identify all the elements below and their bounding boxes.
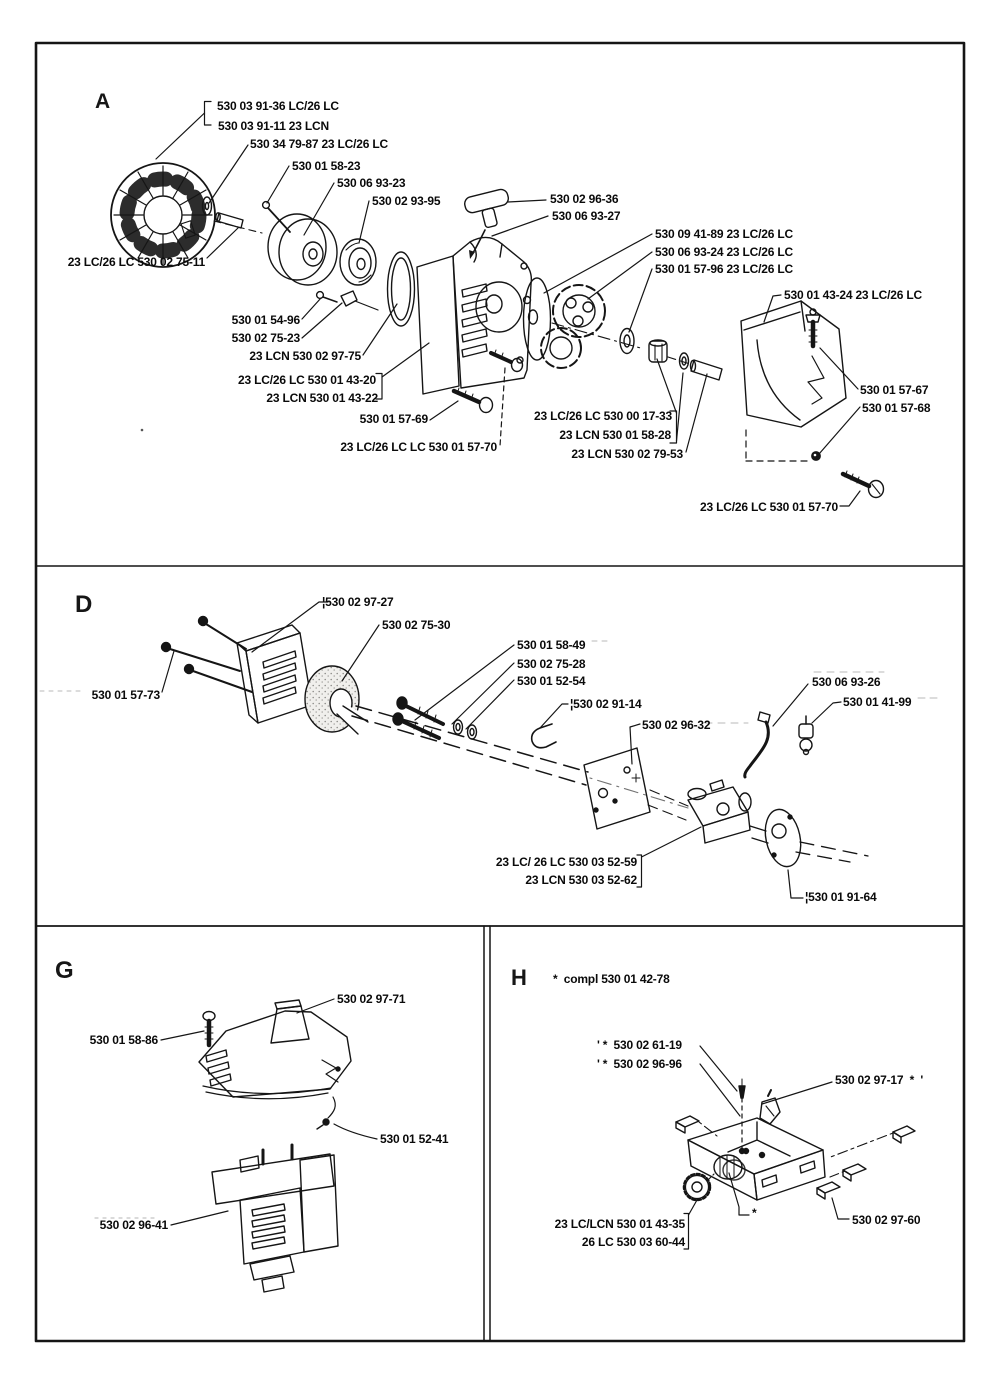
rope-rotor-drawing: [524, 278, 645, 360]
part-label: 530 01 43-24 23 LC/26 LC: [784, 288, 922, 302]
part-label: 530 02 75-30: [382, 618, 451, 632]
part-label: 23 LCN 530 01 43-22: [266, 391, 378, 405]
cylinder-cover-drawing: [741, 301, 846, 427]
handle-housing-drawing: [237, 625, 312, 723]
small-screw-and-pawl-drawing: [317, 291, 378, 310]
part-label: ' * 530 02 96-96: [597, 1057, 682, 1071]
shaft-screws-drawing: [393, 697, 477, 739]
asterisk-mark: *: [752, 1206, 757, 1220]
part-label: 530 02 96-32: [642, 718, 711, 732]
part-label: ¦530 01 91-64: [805, 890, 877, 904]
part-label: 530 01 57-67: [860, 383, 929, 397]
part-label: 530 01 57-68: [862, 401, 931, 415]
part-label: 530 02 97-60: [852, 1213, 921, 1227]
gasket-drawing: [388, 252, 415, 326]
starter-pulley-drawing: [268, 214, 337, 285]
part-label: 530 02 97-71: [337, 992, 406, 1006]
flange-drawing: [750, 806, 868, 870]
part-label: 530 01 57-73: [91, 688, 160, 702]
part-label: 23 LC/26 LC 530 00 17-33: [534, 409, 672, 423]
section-letter-g: G: [55, 957, 75, 984]
washers-nut-pin-drawing: [620, 329, 722, 381]
housing-bolts-drawing: [454, 350, 523, 413]
clamp-block-drawing: [688, 780, 751, 843]
part-label: 530 06 93-27: [552, 209, 621, 223]
part-label: 530 09 41-89 23 LC/26 LC: [655, 227, 793, 241]
cover-bolt-drawing: [843, 471, 884, 498]
throttle-clip-drawing: [532, 724, 556, 748]
part-label: 530 06 93-24 23 LC/26 LC: [655, 245, 793, 259]
part-label: ' * 530 02 61-19: [597, 1038, 682, 1052]
part-label: ¦530 02 91-14: [570, 697, 642, 711]
part-label: 23 LC/26 LC 530 02 75-11: [67, 255, 205, 269]
section-letter-d: D: [75, 591, 94, 618]
part-label: 530 01 58-49: [517, 638, 586, 652]
part-label: 530 01 57-96 23 LC/26 LC: [655, 262, 793, 276]
part-label: 530 02 75-28: [517, 657, 586, 671]
panel-a-leader-lines: [156, 102, 860, 507]
part-label: 530 01 54-96: [231, 313, 300, 327]
section-letter-h: H: [511, 965, 528, 990]
cover-screw-top-drawing: [806, 309, 820, 346]
cover-washer-dot-drawing: [812, 452, 820, 460]
foam-grip-drawing: [305, 666, 375, 737]
print-dash-artifacts: [40, 641, 938, 723]
print-dot-artifact: [141, 429, 144, 432]
part-label: * compl 530 01 42-78: [553, 972, 670, 986]
part-label: 530 02 75-23: [231, 331, 300, 345]
part-label: 23 LCN 530 01 58-28: [559, 428, 671, 442]
bottom-bracket-drawing: [212, 1145, 338, 1292]
flywheel-drawing: [111, 163, 215, 267]
part-label: 23 LCN 530 02 97-75: [249, 349, 361, 363]
part-label: 530 01 58-23: [292, 159, 361, 173]
part-label: 23 LC/LCN 530 01 43-35: [554, 1217, 685, 1231]
part-label: 23 LCN 530 02 79-53: [571, 447, 683, 461]
starter-spring-cassette-drawing: [340, 239, 376, 285]
part-label: 530 34 79-87 23 LC/26 LC: [250, 137, 388, 151]
part-label: 23 LC/26 LC LC 530 01 57-70: [340, 440, 497, 454]
part-label: 26 LC 530 03 60-44: [581, 1235, 685, 1249]
panel-borders: [36, 43, 964, 1341]
top-cover-drawing: [199, 1000, 351, 1099]
part-label: 530 01 52-41: [380, 1132, 449, 1146]
switch-connector-drawing: [799, 716, 813, 755]
cover-clip-screw-drawing: [317, 1097, 335, 1129]
part-label: 23 LC/ 26 LC 530 03 52-59: [495, 855, 637, 869]
part-label: 530 01 57-69: [359, 412, 428, 426]
part-label: 530 06 93-26: [812, 675, 881, 689]
knurled-knob-drawing: [684, 1174, 714, 1200]
part-label: 530 01 52-54: [517, 674, 586, 688]
part-label: 530 06 93-23: [337, 176, 406, 190]
panel-d-leader-lines: [162, 602, 841, 898]
mount-plate-drawing: [584, 748, 688, 829]
panel-h-leader-lines: [684, 1046, 849, 1249]
part-label: ¦530 02 97-27: [322, 595, 394, 609]
part-label: 23 LC/26 LC 530 01 57-70: [700, 500, 838, 514]
primer-bulb-drawing: [760, 1090, 780, 1124]
throttle-cable-drawing: [745, 712, 770, 777]
section-letter-a: A: [95, 90, 112, 113]
part-label: 23 LC/26 LC 530 01 43-20: [238, 373, 376, 387]
part-label: 530 02 97-17 * ': [835, 1073, 923, 1087]
part-label: 530 02 96-41: [99, 1218, 168, 1232]
part-label: 530 02 96-36: [550, 192, 619, 206]
cover-screw-drawing: [203, 1012, 215, 1046]
part-label: 530 01 41-99: [843, 695, 912, 709]
part-label: 530 01 58-86: [89, 1033, 158, 1047]
part-label: 530 03 91-11 23 LCN: [218, 119, 329, 133]
part-label: 530 03 91-36 LC/26 LC: [217, 99, 339, 113]
part-label: 530 02 93-95: [372, 194, 441, 208]
part-label: 23 LCN 530 03 52-62: [525, 873, 637, 887]
